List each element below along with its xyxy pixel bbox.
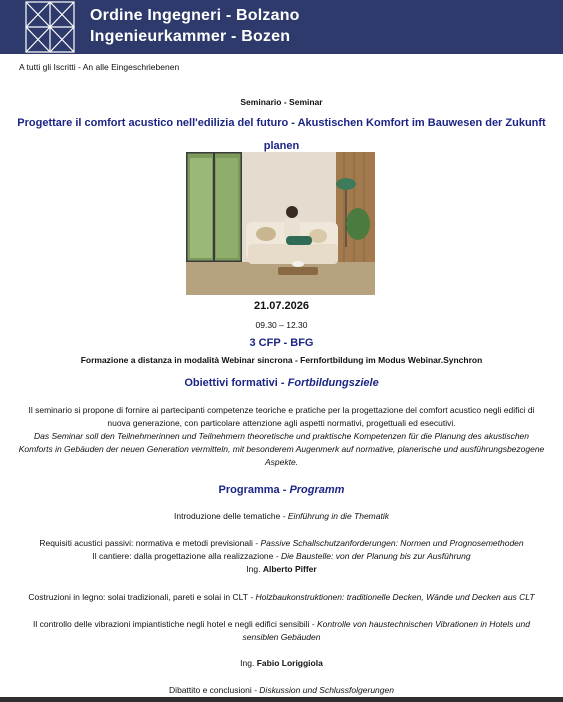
org-name-it: Ordine Ingegneri - Bolzano bbox=[90, 7, 300, 24]
program-heading bbox=[0, 484, 563, 496]
program-item-intro-de: - Einführung in die Thematik bbox=[280, 511, 389, 521]
seminar-title-line1: Progettare il comfort acustico nell'edilizia del futuro - Akustischen Komfort im Bauwesen der Zukunft bbox=[17, 117, 546, 129]
header-banner bbox=[0, 0, 563, 54]
bottom-divider bbox=[0, 697, 563, 702]
program-item-discussion-it: Dibattito e conclusioni bbox=[169, 685, 252, 695]
audience-line: A tutti gli Iscritti - An alle Eingeschriebenen bbox=[19, 62, 180, 72]
program-item-vibrations-de: - Kontrolle von haustechnischen Vibrationen in Hotels und sensiblen Gebäuden bbox=[242, 619, 530, 642]
objectives-heading-sep: - bbox=[277, 377, 288, 389]
speaker-1-name: Alberto Piffer bbox=[262, 564, 317, 574]
program-item-requirements bbox=[0, 538, 563, 548]
program-item-discussion-de: - Diskussion und Schlussfolgerungen bbox=[251, 685, 394, 695]
program-item-requirements-de: - Passive Schallschutzanforderungen: Normen und Prognosemethoden bbox=[252, 538, 524, 548]
program-heading-it: Programma bbox=[218, 484, 280, 496]
event-time: 09.30 – 12.30 bbox=[255, 320, 308, 330]
program-item-vibrations-it: Il controllo delle vibrazioni impiantistiche negli hotel e negli edifici sensibili bbox=[33, 619, 310, 629]
program-item-intro bbox=[0, 511, 563, 521]
program-item-intro-it: Introduzione delle tematiche bbox=[174, 511, 281, 521]
ordine-logo-icon bbox=[24, 0, 76, 54]
seminar-title-line2: planen bbox=[263, 140, 300, 152]
objectives-text-it: Il seminario si propone di fornire ai partecipanti competenze teoriche e pratiche per la progettazione del comfort acustico negli edifici di nuova generazione, con particolare attenzione agli aspetti normativi, progettuali ed esecutivi. bbox=[28, 405, 535, 428]
event-date: 21.07.2026 bbox=[253, 300, 310, 312]
speaker-2-name: Fabio Loriggiola bbox=[256, 658, 323, 668]
objectives-heading bbox=[0, 377, 563, 389]
program-item-discussion bbox=[0, 685, 563, 695]
program-item-vibrations bbox=[18, 618, 545, 644]
program-item-timber bbox=[18, 591, 545, 604]
program-heading-sep: - bbox=[279, 484, 290, 496]
program-item-construction-site-it: Il cantiere: dalla progettazione alla realizzazione bbox=[92, 551, 274, 561]
objectives-heading-it: Obiettivi formativi bbox=[184, 377, 278, 389]
program-item-construction-site bbox=[0, 551, 563, 561]
program-heading-de: Programm bbox=[289, 484, 345, 496]
speaker-2-title: Ing. bbox=[240, 658, 257, 668]
speaker-1-title: Ing. bbox=[246, 564, 263, 574]
program-item-requirements-it: Requisiti acustici passivi: normativa e metodi previsionali bbox=[39, 538, 253, 548]
objectives-heading-de: Fortbildungsziele bbox=[287, 377, 379, 389]
speaker-2 bbox=[0, 658, 563, 668]
program-item-construction-site-de: - Die Baustelle: von der Planung bis zur Ausführung bbox=[273, 551, 471, 561]
seminar-photo bbox=[186, 152, 375, 295]
program-item-timber-it: Costruzioni in legno: solai tradizionali, pareti e solai in CLT bbox=[28, 592, 248, 602]
org-name-de: Ingenieurkammer - Bozen bbox=[90, 28, 291, 45]
seminar-type: Seminario - Seminar bbox=[240, 97, 323, 107]
program-item-timber-de: - Holzbaukonstruktionen: traditionelle Decken, Wände und Decken aus CLT bbox=[247, 592, 535, 602]
objectives-text-de: Das Seminar soll den Teilnehmerinnen und Teilnehmern theoretische und praktische Kompetenzen für die Planung des akustischen Komforts in Gebäuden der neuen Generation vermitteln, mit besonderem Augenmerk auf normative, planerische und ausführungsbezogene Aspekte. bbox=[18, 431, 545, 467]
speaker-1 bbox=[0, 564, 563, 574]
delivery-mode: Formazione a distanza in modalità Webinar sincrona - Fernfortbildung im Modus Webinar.Synchron bbox=[80, 355, 483, 365]
credits-label: 3 CFP - BFG bbox=[249, 337, 314, 349]
